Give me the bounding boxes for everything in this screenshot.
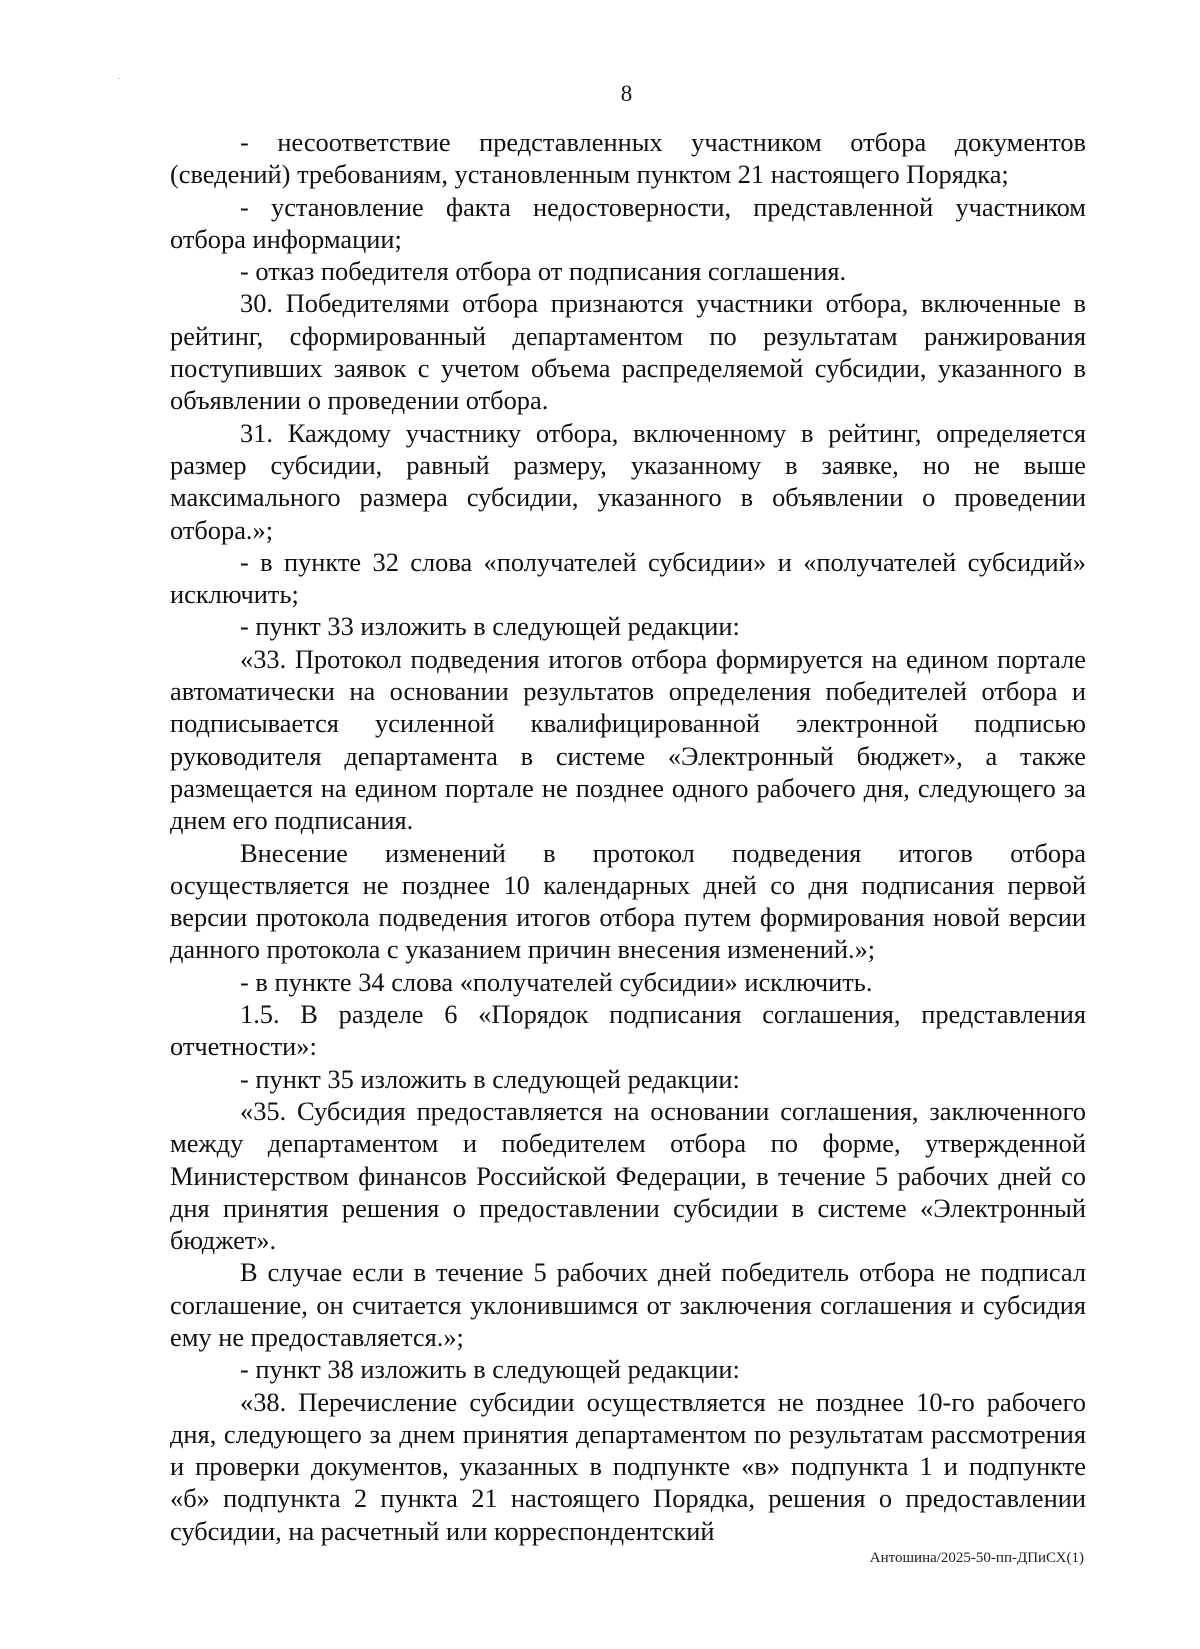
paragraph-item: - отказ победителя отбора от подписания соглашения. bbox=[240, 256, 847, 287]
paragraph-item-1-5: 1.5. В разделе 6 «Порядок подписания соглашения, представления отчетности»: bbox=[170, 999, 1086, 1062]
scan-artifact bbox=[118, 78, 120, 79]
paragraph-item: - установление факта недостоверности, представленной участником отбора информации; bbox=[170, 191, 1086, 254]
paragraph-item-31: 31. Каждому участнику отбора, включенному в рейтинг, определяется размер субсидии, равный размеру, указанному в заявке, но не выше максимального размера субсидии, указанного в объявлении о проведении отбора.»; bbox=[170, 417, 1086, 545]
paragraph-item: - пункт 33 изложить в следующей редакции: bbox=[240, 611, 740, 642]
paragraph-item-38: «38. Перечисление субсидии осуществляется не позднее 10-го рабочего дня, следующего за днем принятия департаментом по результатам рассмотрения и проверки документов, указанных в подпункте «в» подпункта 1 и подпункте «б» подпункта 2 пункта 21 настоящего Порядка, решения о предоставлении субсидии, на расчетный или корреспондентский bbox=[170, 1386, 1086, 1546]
document-footer-code: Антошина/2025-50-пп-ДПиСХ(1) bbox=[869, 1550, 1084, 1566]
paragraph-item-30: 30. Победителями отбора признаются участники отбора, включенные в рейтинг, сформированный департаментом по результатам ранжирования поступивших заявок с учетом объема распределяемой субсидии, указанного в объявлении о проведении отбора. bbox=[170, 288, 1086, 416]
paragraph-item: - несоответствие представленных участником отбора документов (сведений) требованиям, установленным пунктом 21 настоящего Порядка; bbox=[170, 127, 1086, 190]
page-number: 8 bbox=[620, 81, 633, 106]
paragraph-item: В случае если в течение 5 рабочих дней победитель отбора не подписал соглашение, он считается уклонившимся от заключения соглашения и субсидия ему не предоставляется.»; bbox=[170, 1257, 1086, 1352]
paragraph-item: Внесение изменений в протокол подведения итогов отбора осуществляется не позднее 10 календарных дней со дня подписания первой версии протокола подведения итогов отбора путем формирования новой версии данного протокола с указанием причин внесения изменений.»; bbox=[170, 837, 1086, 965]
paragraph-item: - пункт 38 изложить в следующей редакции: bbox=[240, 1354, 740, 1385]
document-body bbox=[170, 126, 1086, 1547]
paragraph-item-33: «33. Протокол подведения итогов отбора формируется на едином портале автоматически на основании результатов определения победителей отбора и подписывается усиленной квалифицированной электронной подписью руководителя департамента в системе «Электронный бюджет», а также размещается на едином портале не позднее одного рабочего дня, следующего за днем его подписания. bbox=[170, 643, 1086, 836]
paragraph-item: - в пункте 32 слова «получателей субсидии» и «получателей субсидий» исключить; bbox=[170, 546, 1086, 610]
paragraph-item: - в пункте 34 слова «получателей субсидии» исключить. bbox=[240, 966, 873, 997]
paragraph-item: - пункт 35 изложить в следующей редакции: bbox=[240, 1063, 740, 1094]
paragraph-item-35: «35. Субсидия предоставляется на основании соглашения, заключенного между департаментом и победителем отбора по форме, утвержденной Министерством финансов Российской Федерации, в течение 5 рабочих дней со дня принятия решения о предоставлении субсидии в системе «Электронный бюджет». bbox=[170, 1095, 1086, 1256]
